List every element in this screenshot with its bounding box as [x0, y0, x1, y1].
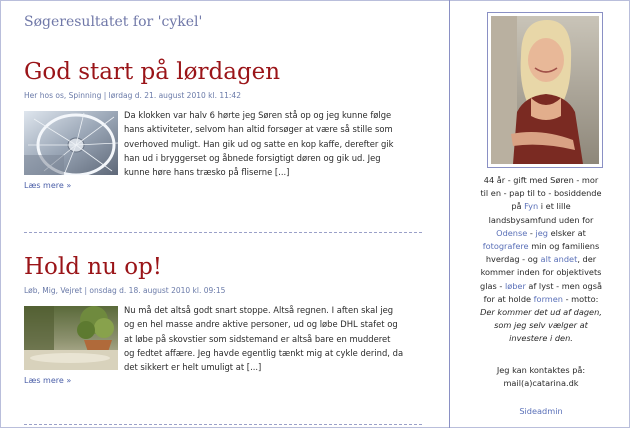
bio-text-segment: min og familiens [528, 241, 600, 252]
post-body [24, 306, 424, 374]
excerpt-line: at løbe på skovstier som sidstemand er altså bare en mudderet [124, 333, 391, 344]
read-more-link[interactable]: Læs mere » [24, 376, 72, 385]
bio-line [470, 280, 612, 293]
motto-line: som jeg selv vælger at [494, 320, 588, 331]
potted-plant-rain-photo-icon[interactable] [24, 306, 118, 370]
odense-link[interactable]: Odense [496, 227, 528, 238]
excerpt-line: hans aktiviteter, selvom han altid forsøger at være så stille som [124, 124, 393, 135]
post-divider [24, 232, 422, 233]
motto-line: investere i den. [509, 333, 573, 344]
excerpt-line: kunne høre hans træsko på fliserne [...] [124, 167, 290, 178]
bio-line: landsbysamfund uden for [488, 214, 594, 225]
bio-text-segment: - [527, 227, 536, 238]
bio-text-segment: , der [577, 254, 597, 265]
bio-line [470, 227, 612, 240]
read-more-link[interactable]: Læs mere » [24, 181, 72, 190]
bio-line: kommer inden for objektivets [480, 267, 602, 278]
bio-line [470, 293, 612, 306]
post-2 [24, 253, 424, 385]
excerpt-line: Da klokken var halv 6 hørte jeg Søren stå op og jeg kunne følge [124, 110, 392, 120]
excerpt-line: og fedtet affære. Jeg havde egentlig tænkt mig at cykle derind, da [124, 347, 404, 358]
bio-line: 44 år - gift med Søren - mor [483, 175, 599, 185]
contact-email: mail(a)catarina.dk [503, 378, 579, 389]
profile-photo-icon [487, 12, 603, 168]
bio-text [470, 174, 612, 346]
search-results-heading: Søgeresultatet for 'cykel' [24, 14, 203, 30]
post-meta[interactable]: Her hos os, Spinning | lørdag d. 21. august 2010 kl. 11:42 [24, 91, 241, 100]
bio-text-segment: i et lille [538, 201, 571, 212]
motto-line: Der kommer det ud af dagen, [480, 307, 602, 318]
excerpt-line: han ud i bryggerset og åbnede forsigtigt døren og gik ud. Jeg [124, 152, 381, 163]
bicycle-wheel-photo-icon[interactable] [24, 111, 118, 175]
bio-text-segment: for at holde [483, 293, 534, 304]
post-meta[interactable]: Løb, Mig, Vejret | onsdag d. 18. august 2010 kl. 09:15 [24, 286, 226, 295]
bio-text-segment: på [511, 201, 525, 212]
bio-text-segment: glas - [480, 280, 505, 291]
sideadmin-link[interactable]: Sideadmin [519, 406, 563, 416]
bio-line: til en - pap til to - bosiddende [480, 188, 602, 199]
excerpt-line: overhoved muligt. Han gik ud og satte en kop kaffe, derefter gik [124, 138, 394, 149]
sidebar [449, 0, 630, 428]
bio-text-segment: hverdag - og [485, 254, 541, 265]
fotografere-link[interactable]: fotografere [482, 241, 529, 252]
post-1 [24, 58, 424, 190]
post-body [24, 111, 424, 179]
excerpt-line: Nu må det altså godt snart stoppe. Altså regnen. I aften skal jeg [124, 305, 394, 315]
post-title[interactable]: Hold nu op! [24, 254, 163, 280]
bio-line [470, 240, 612, 253]
bio-text-segment: - motto: [563, 293, 599, 304]
fyn-link[interactable]: Fyn [524, 201, 539, 212]
contact-block [470, 364, 612, 390]
post-excerpt [124, 303, 424, 374]
contact-heading: Jeg kan kontaktes på: [496, 365, 586, 375]
post-title[interactable]: God start på lørdagen [24, 59, 281, 85]
formen-link[interactable]: formen [533, 293, 563, 304]
alt-andet-link[interactable]: alt andet [540, 254, 578, 265]
excerpt-line: det sikkert er helt umuligt at [...] [124, 362, 262, 373]
bio-line [470, 253, 612, 266]
loeber-link[interactable]: løber [504, 280, 526, 291]
post-divider [24, 424, 422, 425]
bio-text-segment: af lyst - men også [525, 280, 602, 291]
post-excerpt [124, 108, 424, 179]
jeg-link[interactable]: jeg [535, 227, 548, 238]
excerpt-line: og en hel masse andre aktive personer, ud og løbe DHL stafet og [124, 319, 398, 330]
bio-line [470, 200, 612, 213]
bio-text-segment: elsker at [547, 227, 586, 238]
admin-block [470, 405, 612, 418]
